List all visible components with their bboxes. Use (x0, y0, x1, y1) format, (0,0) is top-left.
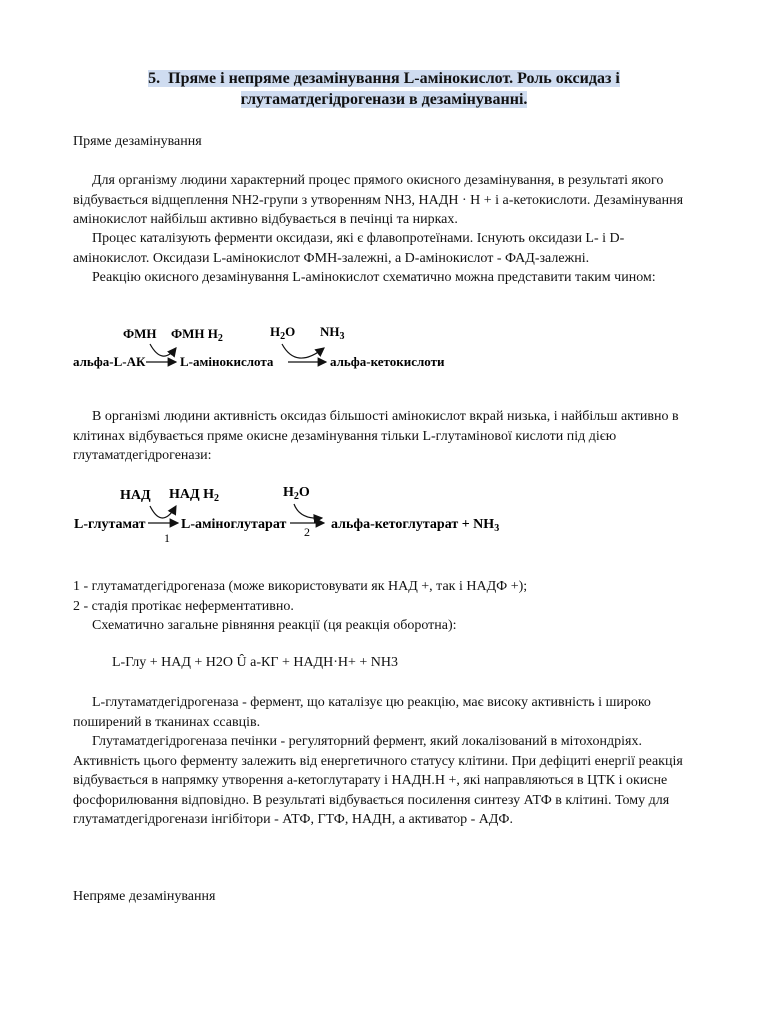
note-2: 2 - стадія протікає неферментативно. (73, 599, 294, 614)
paragraph-1: Для організму людини характерний процес прямого окисного дезамінування, в результаті якого відбувається відщеплення NH2-групи з утворенням NH3, НАДН · Н + і а-кетокислоти. Дезамінування амінокислот найбільш активно відбувається в печінці та нирках. (73, 173, 684, 227)
nadh2-label: НАД $H_2$ (169, 487, 220, 504)
paragraph-4: В організмі людини активність оксидаз більшості амінокислот вкрай низька, і найбільш активно в клітинах відбувається пряме окисне дезамінування тільки L-глутамінової кислоти під дією глутаматдегідрогенази: (73, 409, 679, 463)
water-label-2: $H_2O$ (283, 485, 310, 502)
cofactor-arc-1 (150, 344, 176, 356)
water-label: $H_2O$ (270, 324, 296, 342)
gdh-reaction-scheme (72, 478, 512, 548)
step-1-label: 1 (164, 531, 170, 545)
substrate-label: альфа-L-АК (73, 354, 146, 369)
water-arc-2 (294, 504, 322, 518)
overall-equation: L-Глу + НАД + Н2О Û а-КГ + НАДН·Н+ + NН3 (112, 655, 399, 670)
water-arc-1 (282, 344, 324, 358)
section-title (72, 68, 696, 110)
paragraph-6: L-глутаматдегідрогеназа - фермент, що каталізує цю реакцію, має високу активність і широко поширений в тканинах ссавців. (73, 695, 651, 730)
intermediate-label: L-амінокислота (180, 354, 274, 369)
ammonia-label: $NH_3$ (320, 324, 345, 342)
title-line-2: глутаматдегідрогенази в дезамінуванні. (240, 91, 528, 108)
product-label: альфа-кетокислоти (330, 354, 445, 369)
title-line-1: 5. Пряме і непряме дезамінування L-амінокислот. Роль оксидаз і (148, 70, 620, 87)
paragraph-5: Схематично загальне рівняння реакції (ця реакція оборотна): (92, 618, 457, 633)
note-1: 1 - глутаматдегідрогеназа (може використовувати як НАД +, так і НАДФ +); (73, 579, 528, 594)
paragraph-2: Процес каталізують ферменти оксидази, які є флавопротеїнами. Існують оксидази L- і D-амінокислот. Оксидази L-амінокислот ФМН-залежні, а D-амінокислот - ФАД-залежні. (73, 231, 625, 266)
nad-label: НАД (120, 488, 151, 503)
glutamate-label: L-глутамат (74, 517, 146, 532)
aminoglutarate-label: L-аміноглутарат (181, 517, 287, 532)
fmn-label: ФМН (123, 326, 157, 341)
paragraph-7: Глутаматдегідрогеназа печінки - регуляторний фермент, який локалізований в мітохондріях. Активність цього ферменту залежить від енергетичного статусу клітини. При дефіциті енергії реакція відбувається в напрямку утворення а-кетоглутарату і НАДН.Н +, які направляються в ЦТК і окисне фосфорилювання відповідно. В результаті відбувається посилення синтезу АТФ в клітині. Тому для глутаматдегідрогенази інгібітори - АТФ, ГТФ, НАДН, а активатор - АДФ. (73, 734, 683, 827)
cofactor-arc-2 (150, 506, 176, 518)
direct-deamination-heading: Пряме дезамінування (73, 134, 202, 149)
fmnh2-label: ФМН $H_2$ (171, 326, 223, 344)
ketoglutarate-label: альфа-кетоглутарат + $NH_3$ (331, 517, 500, 534)
paragraph-3: Реакцію окисного дезамінування L-амінокислот схематично можна представити таким чином: (92, 270, 656, 285)
oxidase-reaction-scheme (70, 318, 470, 382)
indirect-deamination-heading: Непряме дезамінування (73, 889, 216, 904)
step-2-label: 2 (304, 525, 310, 539)
